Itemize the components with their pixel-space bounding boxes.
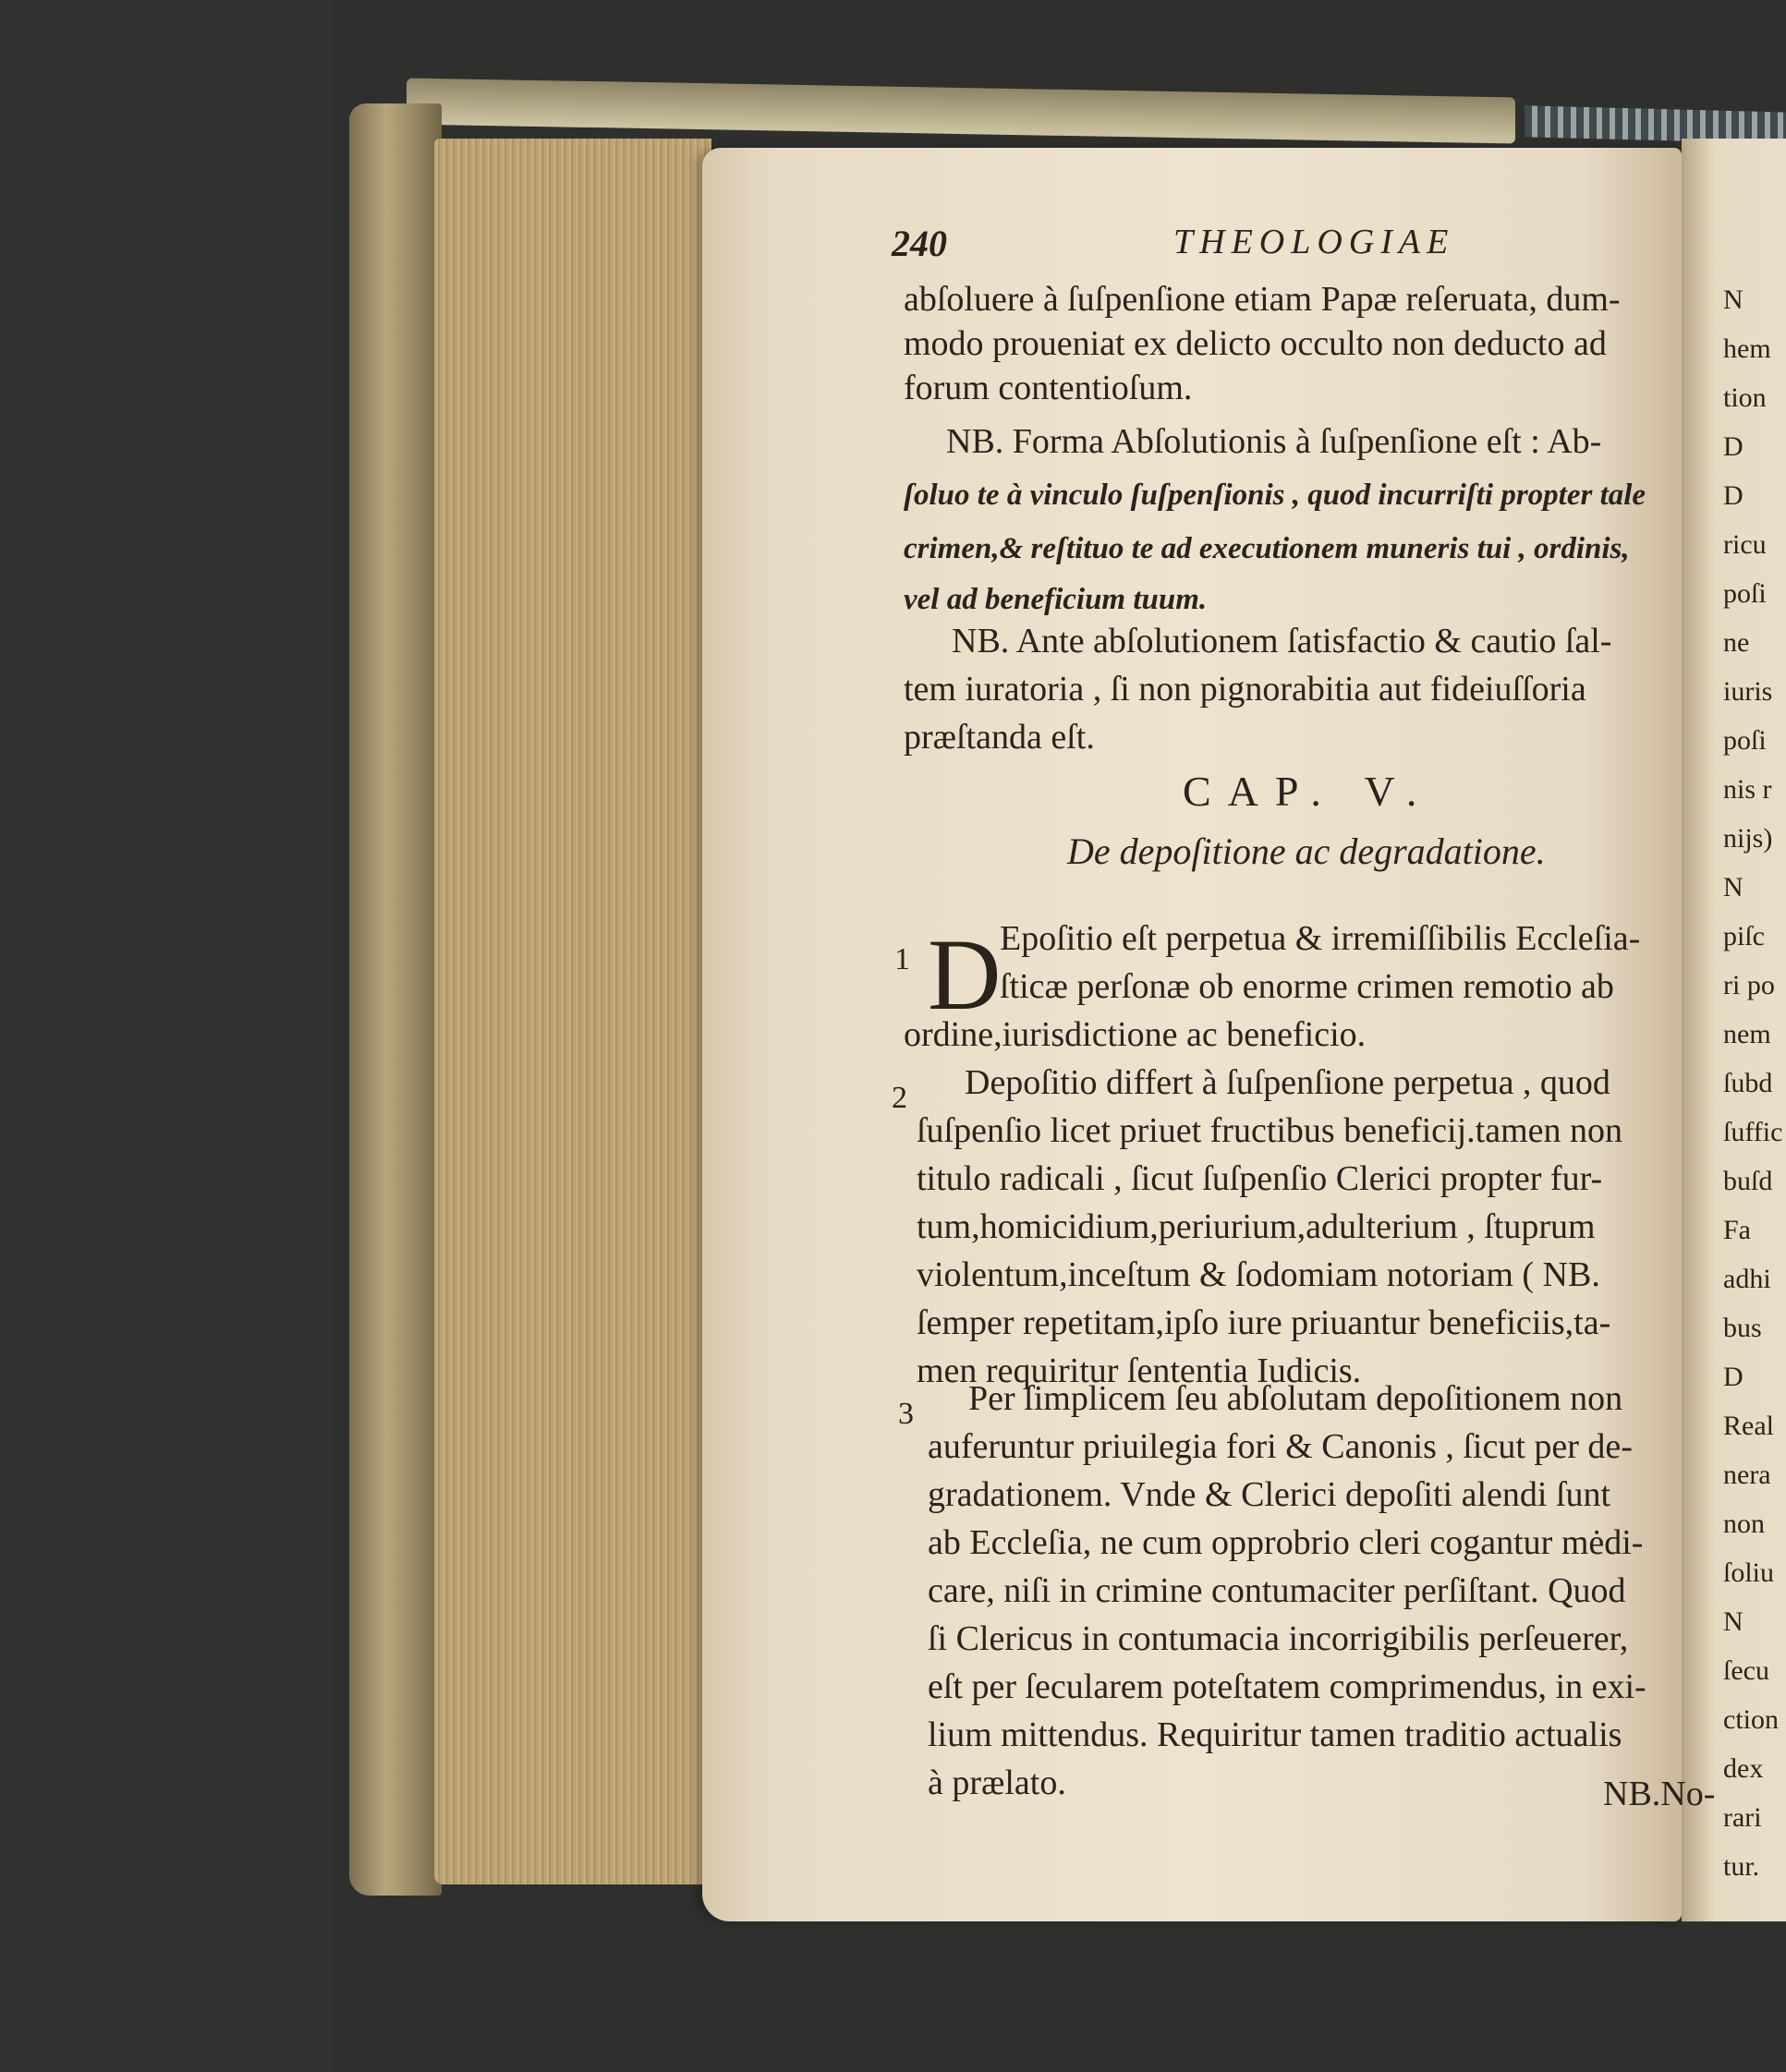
margin-number: 1 (894, 942, 910, 976)
facing-page-fragment: ricu (1723, 529, 1767, 560)
chapter-subtitle: De depoſitione ac degradatione. (1067, 830, 1546, 872)
facing-page-fragment: N (1723, 285, 1743, 315)
text-line: modo proueniat ex delicto occulto non deducto ad (904, 324, 1607, 363)
page-number: 240 (892, 223, 947, 264)
text-line: auferuntur priuilegia fori & Canonis , ſicut per de- (928, 1427, 1633, 1466)
text-line: eſt per ſecularem poteſtatem comprimendus, in exi- (928, 1667, 1646, 1706)
facing-page-fragment: tur. (1723, 1851, 1760, 1882)
text-line: tum,homicidium,periurium,adulterium , ſtuprum (917, 1207, 1596, 1246)
facing-page-fragment: piſc (1723, 921, 1765, 951)
facing-page-fragment: buſd (1723, 1166, 1773, 1196)
margin-number: 2 (892, 1081, 907, 1115)
facing-page-fragment: dex (1723, 1753, 1764, 1784)
text-line: tem iuratoria , ſi non pignorabitia aut fideiuſſoria (904, 670, 1586, 709)
text-line: ſuſpenſio licet priuet fructibus beneficij.tamen non (917, 1111, 1622, 1150)
text-line: præſtanda eſt. (904, 718, 1095, 757)
facing-page-fragment: ne (1723, 627, 1750, 658)
facing-page-fragment: D (1723, 480, 1743, 511)
facing-page-fragment: nis r (1723, 774, 1772, 805)
text-line: ab Eccleſia, ne cum opprobrio cleri cogantur mėdi- (928, 1523, 1644, 1562)
book-cover-top (407, 79, 1515, 144)
text-line: Per ſimplicem ſeu abſolutam depoſitionem non (968, 1379, 1623, 1418)
text-line: ſticæ perſonæ ob enorme crimen remotio ab (1000, 967, 1614, 1006)
facing-page-fragment: tion (1723, 382, 1767, 413)
chapter-title: CAP. V. (1183, 768, 1434, 815)
margin-number: 3 (898, 1397, 914, 1431)
facing-page-fragment: iuris (1723, 676, 1773, 707)
text-line: Depoſitio differt à ſuſpenſione perpetua , quod (965, 1063, 1610, 1102)
facing-page-fragment: nijs) (1723, 823, 1773, 854)
text-line: NB. Forma Abſolutionis à ſuſpenſione eſt : Ab- (946, 422, 1602, 461)
facing-page-fragment: ſuffic (1723, 1117, 1783, 1147)
text-line: NB. Ante abſolutionem ſatisfactio & cautio ſal- (952, 622, 1612, 660)
facing-page-fragment: nem (1723, 1019, 1771, 1049)
text-line: ſemper repetitam,ipſo iure priuantur beneficiis,ta- (917, 1303, 1611, 1342)
facing-page-fragment: poſi (1723, 725, 1767, 756)
facing-page-fragment: ſubd (1723, 1068, 1773, 1098)
facing-page-fragment: ſecu (1723, 1655, 1769, 1686)
text-line: violentum,inceſtum & ſodomiam notoriam ( NB. (917, 1255, 1600, 1294)
facing-page-fragment: ri po (1723, 970, 1775, 1000)
facing-page-fragment: D (1723, 431, 1743, 462)
text-line: care, niſi in crimine contumaciter perſiſtant. Quod (928, 1571, 1626, 1610)
book-cover-left (349, 103, 442, 1896)
facing-page-fragment: Real (1723, 1411, 1774, 1441)
facing-page-fragment: ction (1723, 1704, 1779, 1735)
background-table (0, 0, 333, 2072)
facing-page-fragment: nera (1723, 1460, 1771, 1490)
text-line: gradationem. Vnde & Clerici depoſiti alendi ſunt (928, 1475, 1611, 1514)
text-line: ſi Clericus in contumacia incorrigibilis perſeuerer, (928, 1619, 1629, 1658)
text-line: forum contentioſum. (904, 369, 1193, 407)
text-line: titulo radicali , ſicut ſuſpenſio Clerici propter fur- (917, 1159, 1603, 1198)
facing-page-fragment: D (1723, 1362, 1743, 1392)
text-line: Epoſitio eſt perpetua & irremiſſibilis Eccleſia- (1000, 919, 1641, 958)
italic-line: crimen,& reſtituo te ad executionem muneris tui , ordinis, (904, 532, 1630, 565)
italic-line: vel ad beneficium tuum. (904, 583, 1208, 616)
text-line: ordine,iurisdictione ac beneficio. (904, 1015, 1367, 1054)
italic-line: ſoluo te à vinculo ſuſpenſionis , quod incurriſti propter tale (904, 479, 1646, 512)
facing-page-fragment: Fa (1723, 1215, 1751, 1245)
facing-page-fragment: N (1723, 872, 1743, 903)
facing-page-fragment: ſoliu (1723, 1557, 1775, 1588)
running-title: THEOLOGIAE (1173, 223, 1455, 261)
catchword: NB.No- (1603, 1775, 1716, 1813)
facing-page-fragment: adhi (1723, 1264, 1771, 1294)
facing-page-fragment: N (1723, 1606, 1743, 1637)
text-line: à prælato. (928, 1763, 1066, 1802)
text-line: abſoluere à ſuſpenſione etiam Papæ reſeruata, dum- (904, 280, 1621, 319)
facing-page-fragment: non (1723, 1509, 1765, 1539)
page-block-edge (434, 139, 711, 1884)
text-line: lium mittendus. Requiritur tamen traditio actualis (928, 1715, 1622, 1754)
facing-page-fragment: poſi (1723, 578, 1767, 609)
drop-capital: D (928, 918, 1002, 1031)
facing-page-fragment: bus (1723, 1313, 1762, 1343)
text-line: men requiritur ſententia Iudicis. (917, 1351, 1362, 1390)
facing-page-fragment: hem (1723, 333, 1771, 364)
facing-page-fragment: rari (1723, 1802, 1762, 1833)
page-header (892, 222, 1668, 277)
